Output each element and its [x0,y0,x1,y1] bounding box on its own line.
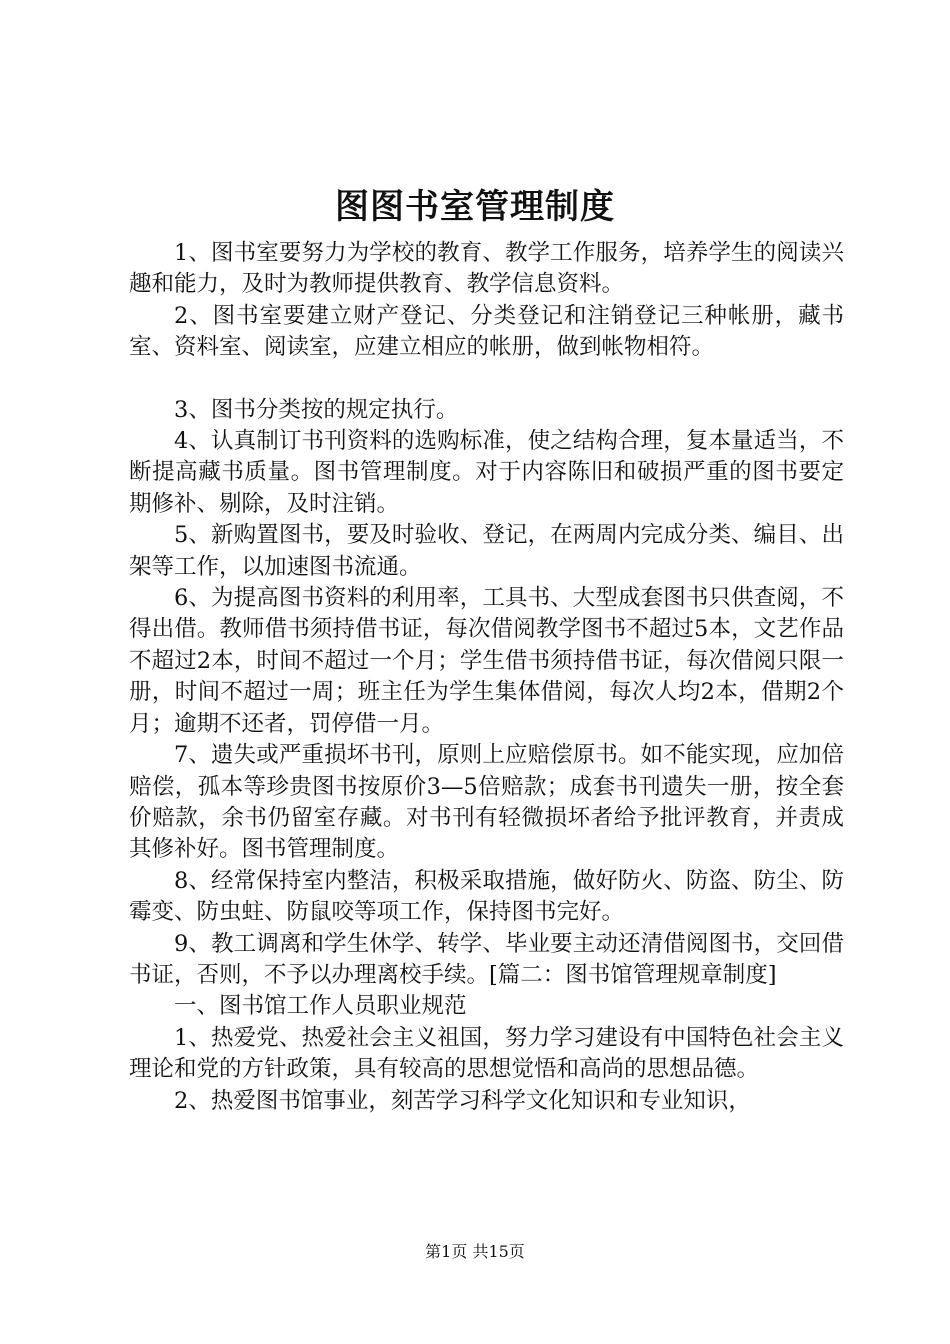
paragraph-7: 7、遗失或严重损坏书刊，原则上应赔偿原书。如不能实现，应加倍赔偿，孤本等珍贵图书按原价3—5倍赔款；成套书刊遗失一册，按全套价赔款，余书仍留室存藏。对书刊有轻微损坏者给予批评教育，并责成其修补好。图书管理制度。 [129,742,844,863]
paragraph-5: 5、新购置图书，要及时验收、登记，在两周内完成分类、编目、出架等工作，以加速图书流通。 [129,522,844,580]
document-body [129,238,844,1117]
paragraph-11: 2、热爱图书馆事业，刻苦学习科学文化知识和专业知识， [174,1087,751,1114]
paragraph-1: 1、图书室要努力为学校的教育、教学工作服务，培养学生的阅读兴趣和能力，及时为教师提供教育、教学信息资料。 [129,240,844,298]
paragraph-4: 4、认真制订书刊资料的选购标准，使之结构合理，复本量适当，不断提高藏书质量。图书管理制度。对于内容陈旧和破损严重的图书要定期修补、剔除，及时注销。 [129,428,844,517]
paragraph-6: 6、为提高图书资料的利用率，工具书、大型成套图书只供查阅，不得出借。教师借书须持借书证，每次借阅教学图书不超过5本，文艺作品不超过2本，时间不超过一个月；学生借书须持借书证，每次借阅只限一册，时间不超过一周；班主任为学生集体借阅，每次人均2本，借期2个月；逾期不还者，罚停借一月。 [129,585,844,737]
paragraph-8: 8、经常保持室内整洁，积极采取措施，做好防火、防盗、防尘、防霉变、防虫蛀、防鼠咬等项工作，保持图书完好。 [129,867,844,926]
paragraph-3: 3、图书分类按的规定执行。 [174,396,459,423]
section-heading: 一、图书馆工作人员职业规范 [174,993,467,1020]
page-footer: 第1页 共15页 [425,1242,525,1261]
paragraph-2: 2、图书室要建立财产登记、分类登记和注销登记三种帐册，藏书室、资料室、阅读室，应建立相应的帐册，做到帐物相符。 [129,302,844,361]
paragraph-9: 9、教工调离和学生休学、转学、毕业要主动还清借阅图书，交回借书证，否则，不予以办理离校手续。[篇二：图书馆管理规章制度] [129,930,844,988]
paragraph-10: 1、热爱党、热爱社会主义祖国，努力学习建设有中国特色社会主义理论和党的方针政策，具有较高的思想觉悟和高尚的思想品德。 [129,1024,844,1083]
document-title: 图图书室管理制度 [335,187,615,227]
